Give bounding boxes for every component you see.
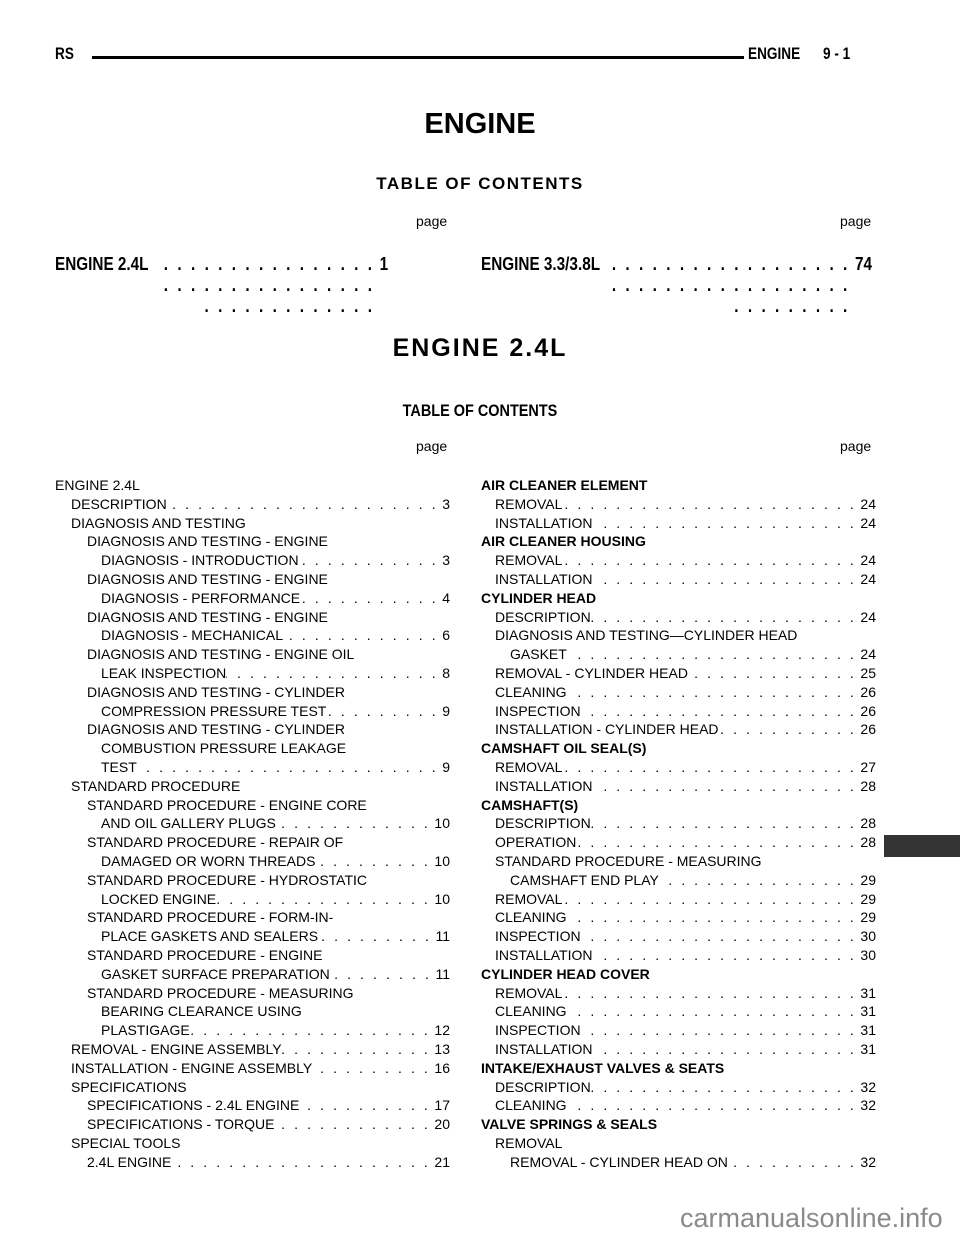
page-column-label: page [840, 213, 872, 229]
toc-entry[interactable] [481, 608, 876, 627]
page-column-label: page [840, 438, 872, 454]
toc-entry-page: 24 [860, 608, 876, 625]
toc-entry[interactable] [55, 702, 450, 721]
header-rule [92, 56, 744, 59]
toc-entry-label: INSPECTION [495, 702, 581, 719]
dot-leader [591, 1078, 861, 1097]
toc-entry[interactable] [481, 589, 876, 608]
toc-entry-label: DESCRIPTION [71, 495, 167, 512]
toc-entry-label: VALVE SPRINGS & SEALS [481, 1116, 658, 1133]
toc-entry-label: STANDARD PROCEDURE - ENGINE CORE [87, 796, 367, 813]
section-thumb-tab [884, 835, 960, 857]
dot-leader [562, 551, 860, 570]
dot-leader [283, 626, 442, 645]
toc-entry[interactable] [55, 495, 450, 514]
dot-leader [593, 777, 861, 796]
toc-entry-label: INSTALLATION - CYLINDER HEAD [495, 721, 719, 738]
toc-entry[interactable] [481, 664, 876, 683]
toc-entry-label: SPECIFICATIONS - 2.4L ENGINE [87, 1097, 300, 1114]
dot-leader [591, 814, 861, 833]
dot-leader [282, 1040, 435, 1059]
toc-entry[interactable] [481, 871, 876, 890]
toc-entry-label: DIAGNOSIS AND TESTING - ENGINE OIL [87, 646, 355, 663]
toc-entry[interactable] [481, 965, 876, 984]
toc-entry-page: 32 [860, 1097, 876, 1114]
toc-entry-label: DIAGNOSIS - MECHANICAL [101, 627, 284, 644]
toc-entry[interactable] [55, 739, 450, 758]
toc-entry-label: SPECIFICATIONS [71, 1078, 187, 1095]
toc-entry-page: 24 [860, 552, 876, 569]
toc-entry-label: STANDARD PROCEDURE - FORM-IN- [87, 909, 334, 926]
toc-entry[interactable] [55, 476, 450, 495]
toc-entry[interactable] [55, 570, 450, 589]
header-section: ENGINE [748, 44, 801, 63]
toc-entry[interactable] [55, 1096, 450, 1115]
toc-entry-label: REMOVAL - CYLINDER HEAD [495, 664, 688, 681]
dot-leader [567, 1002, 861, 1021]
dot-leader [688, 664, 860, 683]
dot-leader [216, 890, 434, 909]
toc-entry[interactable] [55, 871, 450, 890]
dot-leader [581, 1021, 861, 1040]
toc-entry-label: GASKET [510, 646, 567, 663]
toc-entry[interactable] [481, 927, 876, 946]
dot-leader [728, 1153, 861, 1172]
toc-entry-engine-2-4l[interactable] [55, 254, 388, 317]
toc-entry[interactable] [481, 626, 876, 645]
toc-entry-label: ENGINE 2.4L [55, 477, 140, 493]
toc-entry-page: 30 [860, 928, 876, 945]
dot-leader [299, 551, 443, 570]
toc-entry[interactable] [55, 664, 450, 683]
toc-entry-label: DIAGNOSIS AND TESTING—CYLINDER HEAD [495, 627, 798, 644]
toc-entry[interactable] [481, 720, 876, 739]
toc-entry-label: DAMAGED OR WORN THREADS [101, 852, 316, 869]
toc-entry-page: 29 [860, 909, 876, 926]
dot-leader [567, 1096, 861, 1115]
toc-entry-label: DIAGNOSIS - INTRODUCTION [101, 552, 299, 569]
toc-entry[interactable] [481, 1153, 876, 1172]
toc-entry[interactable] [481, 683, 876, 702]
dot-leader [274, 1115, 434, 1134]
toc-entry[interactable] [55, 908, 450, 927]
toc-entry-label: DIAGNOSIS AND TESTING - ENGINE [87, 608, 328, 625]
dot-leader [567, 908, 861, 927]
page-column-label: page [416, 438, 448, 454]
toc-entry[interactable] [55, 608, 450, 627]
dot-leader [137, 758, 442, 777]
toc-entry-label: DESCRIPTION [495, 608, 591, 625]
toc-entry-page: 30 [860, 946, 876, 963]
toc-entry-page: 3 [442, 495, 450, 512]
toc-entry-page: 9 [442, 702, 450, 719]
toc-entry-label: CLEANING [495, 1097, 567, 1114]
toc-entry-label: SPECIAL TOOLS [71, 1134, 181, 1151]
toc-entry-label: INSTALLATION [495, 777, 593, 794]
toc-entry-page: 24 [860, 570, 876, 587]
toc-entry-page: 29 [860, 890, 876, 907]
dot-leader [330, 965, 436, 984]
toc-entry-page: 10 [434, 852, 450, 869]
toc-entry-page: 31 [860, 984, 876, 1001]
toc-entry[interactable] [481, 739, 876, 758]
toc-entry[interactable] [55, 965, 450, 984]
toc-entry-label: CAMSHAFT(S) [481, 796, 579, 813]
toc-entry[interactable] [55, 984, 450, 1003]
toc-entry-page: 25 [860, 664, 876, 681]
toc-entry-label: LEAK INSPECTION [101, 664, 227, 681]
toc-entry-label: INSTALLATION [495, 570, 593, 587]
toc-entry-page: 32 [860, 1153, 876, 1170]
toc-entry[interactable] [55, 758, 450, 777]
toc-entry-page: 26 [860, 721, 876, 738]
toc-entry-label: STANDARD PROCEDURE - ENGINE [87, 946, 323, 963]
toc-entry-page: 29 [860, 871, 876, 888]
toc-entry[interactable] [55, 814, 450, 833]
toc-entry-page: 74 [854, 254, 872, 274]
toc-entry[interactable] [55, 720, 450, 739]
toc-entry[interactable] [481, 814, 876, 833]
toc-entry[interactable] [481, 984, 876, 1003]
toc-entry[interactable] [55, 777, 450, 796]
toc-entry[interactable] [481, 1002, 876, 1021]
toc-entry-label: PLACE GASKETS AND SEALERS [101, 928, 319, 945]
toc-entry-page: 11 [435, 965, 450, 982]
toc-entry-label: REMOVAL [495, 495, 563, 512]
toc-entry[interactable] [55, 1040, 450, 1059]
toc-entry-label: CYLINDER HEAD COVER [481, 965, 650, 982]
toc-left-column [55, 476, 450, 1171]
toc-entry-label: DIAGNOSIS AND TESTING - CYLINDER [87, 683, 346, 700]
toc-entry-page: 3 [442, 552, 450, 569]
toc-entry-label: DIAGNOSIS AND TESTING [71, 514, 246, 531]
toc-entry[interactable] [55, 514, 450, 533]
toc-entry-label: CLEANING [495, 683, 567, 700]
toc-entry[interactable] [481, 702, 876, 721]
toc-entry-label: INSPECTION [495, 1022, 581, 1039]
dot-leader [567, 683, 861, 702]
toc-entry[interactable] [481, 645, 876, 664]
toc-entry-page: 20 [434, 1116, 450, 1133]
toc-entry[interactable] [55, 1153, 450, 1172]
dot-leader [318, 927, 435, 946]
toc-right-column [481, 476, 876, 1171]
toc-entry-label: SPECIFICATIONS - TORQUE [87, 1116, 275, 1133]
toc-entry-page: 17 [434, 1097, 450, 1114]
toc-entry[interactable] [481, 551, 876, 570]
toc-title: TABLE OF CONTENTS [376, 174, 584, 193]
toc-entry-label: AND OIL GALLERY PLUGS [101, 815, 276, 832]
toc-entry-page: 28 [860, 834, 876, 851]
toc-entry-page: 31 [860, 1003, 876, 1020]
toc-entry-page: 26 [860, 683, 876, 700]
toc-entry[interactable] [55, 1078, 450, 1097]
toc-entry-label: ENGINE 3.3/3.8L [481, 254, 601, 274]
toc-entry-label: AIR CLEANER ELEMENT [481, 477, 648, 493]
toc-entry-page: 6 [442, 627, 450, 644]
header-left: RS [55, 44, 74, 63]
toc-entry-label: REMOVAL [495, 1134, 563, 1151]
toc-entry-label: INSTALLATION - ENGINE ASSEMBLY [71, 1059, 313, 1076]
toc-entry-page: 4 [442, 589, 450, 606]
toc-entry-label: LOCKED ENGINE [101, 890, 217, 907]
dot-leader [190, 1021, 435, 1040]
toc-entry[interactable] [481, 852, 876, 871]
toc-entry-page: 13 [434, 1040, 450, 1057]
toc-entry-label: COMPRESSION PRESSURE TEST [101, 702, 327, 719]
dot-leader [593, 946, 861, 965]
toc-entry-label: REMOVAL [495, 984, 563, 1001]
dot-leader: . . . . . . . . . . . . . . . . . . . . . . . . . . . . . . . . . . . . . . . . . . . . . [163, 254, 375, 316]
toc-entry-label: CAMSHAFT OIL SEAL(S) [481, 740, 647, 757]
dot-leader [312, 1059, 434, 1078]
toc-entry-label: INSTALLATION [495, 946, 593, 963]
toc-entry-page: 31 [860, 1022, 876, 1039]
toc-entry-label: COMBUSTION PRESSURE LEAKAGE [101, 740, 347, 757]
toc-entry[interactable] [481, 532, 876, 551]
toc-entry[interactable] [481, 1021, 876, 1040]
toc-entry-label: STANDARD PROCEDURE [71, 777, 241, 794]
toc-entry-page: 31 [860, 1040, 876, 1057]
toc-entry[interactable] [55, 890, 450, 909]
dot-leader [167, 495, 443, 514]
toc-entry-label: CYLINDER HEAD [481, 589, 597, 606]
toc-entry-page: 8 [442, 664, 450, 681]
toc-entry-page: 24 [860, 514, 876, 531]
toc-entry-label: 2.4L ENGINE [87, 1153, 172, 1170]
toc-entry[interactable] [481, 1115, 876, 1134]
dot-leader [171, 1153, 434, 1172]
header-page-number: 9 - 1 [823, 44, 851, 63]
toc-entry-page: 21 [434, 1153, 450, 1170]
toc-entry[interactable] [481, 777, 876, 796]
toc-entry[interactable] [55, 927, 450, 946]
toc-entry-label: REMOVAL - CYLINDER HEAD ON [510, 1153, 728, 1170]
toc-entry[interactable] [55, 1134, 450, 1153]
toc-entry-page: 28 [860, 777, 876, 794]
dot-leader [562, 984, 860, 1003]
toc-entry-label: AIR CLEANER HOUSING [481, 533, 646, 550]
dot-leader: . . . . . . . . . . . . . . . . . . . . . . . . . . . . . . . . . . . . . . . . . . . . . [611, 254, 850, 316]
toc-entry-page: 12 [434, 1022, 450, 1039]
toc-entry-label: INSPECTION [495, 928, 581, 945]
toc-entry-page: 32 [860, 1078, 876, 1095]
toc-entry[interactable] [481, 570, 876, 589]
toc-entry-label: REMOVAL [495, 890, 563, 907]
toc-entry[interactable] [481, 1096, 876, 1115]
toc-entry-label: CAMSHAFT END PLAY [510, 871, 659, 888]
toc-entry[interactable] [55, 852, 450, 871]
dot-leader [659, 871, 861, 890]
toc-entry-label: DESCRIPTION [495, 815, 591, 832]
toc-entry-label: DESCRIPTION [495, 1078, 591, 1095]
page-column-label: page [416, 213, 448, 229]
dot-leader [581, 702, 861, 721]
toc-entry[interactable] [55, 1115, 450, 1134]
toc-entry-label: REMOVAL - ENGINE ASSEMBLY [71, 1040, 282, 1057]
toc-entry-page: 26 [860, 702, 876, 719]
toc-entry[interactable] [55, 626, 450, 645]
toc-entry-label: INSTALLATION [495, 1040, 593, 1057]
toc-entry-label: PLASTIGAGE [101, 1022, 190, 1039]
toc-entry-page: 28 [860, 815, 876, 832]
toc-entry[interactable] [55, 833, 450, 852]
toc-entry-page: 24 [860, 495, 876, 512]
toc-entry[interactable] [481, 1059, 876, 1078]
toc-entry[interactable] [481, 908, 876, 927]
toc-entry[interactable] [55, 532, 450, 551]
toc-entry[interactable] [481, 514, 876, 533]
dot-leader [562, 758, 860, 777]
watermark: carmanualsonline.info [680, 1203, 943, 1233]
toc-entry[interactable] [55, 589, 450, 608]
toc-entry[interactable] [55, 683, 450, 702]
toc-entry[interactable] [481, 890, 876, 909]
toc-entry-page: 9 [442, 758, 450, 775]
toc-entry[interactable] [55, 645, 450, 664]
dot-leader [593, 514, 861, 533]
toc-entry-label: REMOVAL [495, 552, 563, 569]
dot-leader [576, 833, 860, 852]
toc-entry[interactable] [55, 551, 450, 570]
toc-entry-page: 10 [434, 815, 450, 832]
toc-entry-label: DIAGNOSIS - PERFORMANCE [101, 589, 301, 606]
toc-entry-page: 1 [379, 254, 389, 274]
toc-entry-label: INTAKE/EXHAUST VALVES & SEATS [481, 1059, 725, 1076]
dot-leader [581, 927, 861, 946]
toc-entry-label: CLEANING [495, 909, 567, 926]
toc-entry-label: REMOVAL [495, 758, 563, 775]
dot-leader [719, 720, 861, 739]
toc-entry-label: BEARING CLEARANCE USING [101, 1003, 302, 1020]
toc-entry-page: 10 [434, 890, 450, 907]
page-title: ENGINE [424, 108, 536, 140]
dot-leader [299, 1096, 434, 1115]
toc-entry[interactable] [481, 476, 876, 495]
toc-entry-page: 24 [860, 646, 876, 663]
dot-leader [300, 589, 442, 608]
dot-leader [562, 495, 860, 514]
toc-entry-label: DIAGNOSIS AND TESTING - ENGINE [87, 533, 328, 550]
section-title: ENGINE 2.4L [392, 334, 568, 362]
dot-leader [562, 890, 860, 909]
dot-leader [315, 852, 434, 871]
toc-entry-label: DIAGNOSIS AND TESTING - CYLINDER [87, 721, 346, 738]
toc-entry[interactable] [55, 946, 450, 965]
toc-entry[interactable] [481, 758, 876, 777]
toc-entry[interactable] [55, 1021, 450, 1040]
dot-leader [276, 814, 435, 833]
toc-entry[interactable] [481, 946, 876, 965]
toc-entry-label: ENGINE 2.4L [55, 254, 149, 274]
toc-entry-label: OPERATION [495, 834, 577, 851]
toc-entry[interactable] [55, 1059, 450, 1078]
toc-entry[interactable] [481, 833, 876, 852]
toc-entry-page: 27 [860, 758, 876, 775]
toc-entry-label: STANDARD PROCEDURE - MEASURING [87, 984, 354, 1001]
toc-entry[interactable] [481, 1078, 876, 1097]
toc-entry[interactable] [55, 1002, 450, 1021]
toc-entry-label: TEST [101, 758, 137, 775]
dot-leader [226, 664, 442, 683]
toc-entry-label: INSTALLATION [495, 514, 593, 531]
toc-entry[interactable] [481, 1040, 876, 1059]
toc-entry[interactable] [481, 495, 876, 514]
toc-entry-label: GASKET SURFACE PREPARATION [101, 965, 330, 982]
dot-leader [567, 645, 861, 664]
toc-entry-label: STANDARD PROCEDURE - HYDROSTATIC [87, 871, 368, 888]
toc-entry-page: 11 [435, 928, 450, 945]
toc-entry-label: DIAGNOSIS AND TESTING - ENGINE [87, 570, 328, 587]
dot-leader [593, 1040, 861, 1059]
toc-entry-label: STANDARD PROCEDURE - MEASURING [495, 852, 762, 869]
dot-leader [326, 702, 442, 721]
toc-entry[interactable] [55, 796, 450, 815]
toc-entry-label: CLEANING [495, 1003, 567, 1020]
toc-entry[interactable] [481, 796, 876, 815]
toc-entry-engine-3-3-3-8l[interactable] [481, 254, 872, 317]
toc-entry-page: 16 [434, 1059, 450, 1076]
toc-entry[interactable] [481, 1134, 876, 1153]
section-toc-title: TABLE OF CONTENTS [402, 401, 558, 420]
dot-leader [593, 570, 861, 589]
dot-leader [591, 608, 861, 627]
toc-entry-label: STANDARD PROCEDURE - REPAIR OF [87, 834, 344, 851]
